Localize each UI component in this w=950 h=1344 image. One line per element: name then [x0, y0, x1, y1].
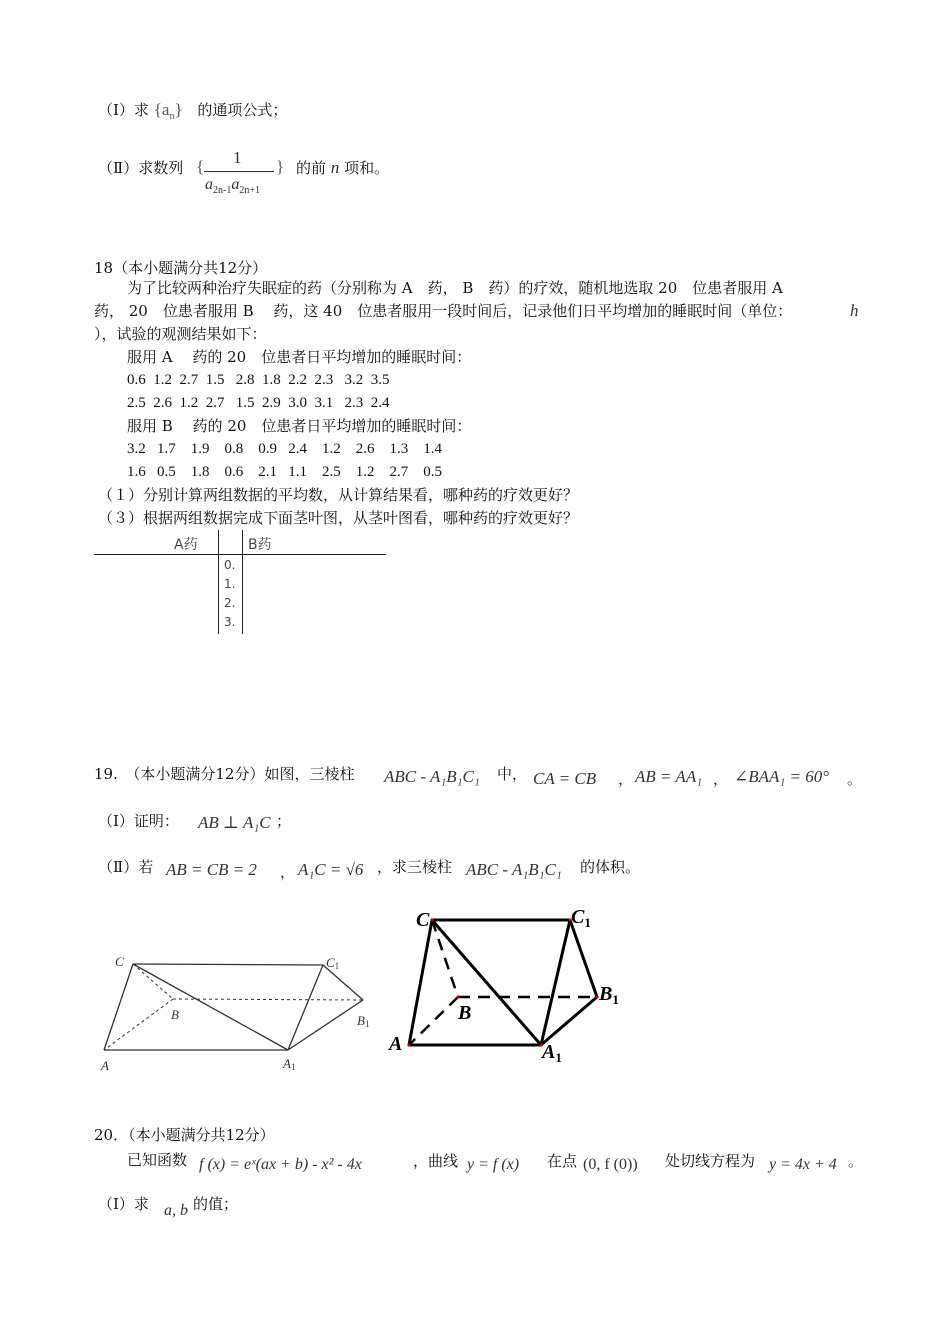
- q18-a-row2: 2.5 2.6 1.2 2.7 1.5 2.9 3.0 3.1 2.3 2.4: [127, 395, 390, 411]
- fig2-label-b1: $B_1$: [599, 983, 619, 1007]
- q19-comma-2: ，: [713, 770, 729, 788]
- q18-b-label: 服用 B 药的 20 位患者日平均增加的睡眠时间：: [127, 417, 472, 435]
- q19-part1-suffix: ；: [276, 812, 292, 830]
- q18-intro-line2: 药， 20 位患者服用 B 药，这 40 位患者服用一段时间后，记录他们日平均增加的睡眠时间（单位：: [94, 302, 793, 320]
- q20-function: f (x) = eˣ(ax + b) - x² - 4x: [199, 1156, 362, 1173]
- fig1-hidden-c-b: [133, 964, 173, 999]
- stem-3: 3.: [224, 615, 236, 629]
- q19-part2-mid: ，求三棱柱: [377, 858, 453, 876]
- fig2-label-c: C: [416, 909, 430, 931]
- q19-part1-math: AB ⊥ A₁C: [198, 813, 271, 832]
- fig1-label-a: A: [101, 1058, 109, 1073]
- q20-tangent: y = 4x + 4: [769, 1156, 837, 1173]
- fig1-hidden-b-a: [104, 999, 173, 1050]
- q19-prism: ABC - A₁B₁C₁: [384, 767, 480, 786]
- q19-mid: 中，: [497, 765, 528, 783]
- q19-part2-m2: A₁C = √6: [298, 860, 364, 879]
- q17-part2-mid: 的前: [296, 159, 327, 177]
- stem-right-rule: [242, 530, 243, 634]
- fig1-label-b1: B1: [357, 1013, 370, 1029]
- q19-period: 。: [847, 770, 863, 788]
- fig2-edge-c-a1: [432, 920, 541, 1045]
- q19-part1-prefix: （Ⅰ）证明：: [98, 812, 179, 830]
- q18-question3: （３）根据两组数据完成下面茎叶图，从茎叶图看，哪种药的疗效更好？: [98, 509, 579, 527]
- q20-curve: y = f (x): [467, 1156, 520, 1173]
- q17-part2-suffix: 项和。: [344, 159, 390, 177]
- q20-mid1: ，曲线: [413, 1152, 459, 1170]
- stem-1: 1.: [224, 577, 236, 591]
- q18-intro-line1: 为了比较两种治疗失眠症的药（分别称为 A 药， B 药）的疗效，随机地选取 20 位患者服用 A: [127, 279, 783, 297]
- q18-intro-line3: ），试验的观测结果如下：: [94, 325, 267, 343]
- fig1-edge-c1-a1: [288, 965, 323, 1050]
- q20-part1-suffix: 的值；: [193, 1195, 239, 1213]
- q18-unit-h: h: [850, 301, 859, 320]
- q17-sequence: $\{a_n\}$: [153, 100, 183, 122]
- stem-leaf-table: [94, 530, 386, 634]
- q17-part1-prefix: （Ⅰ）求: [98, 101, 149, 119]
- q19-part2-suffix: 的体积。: [580, 858, 641, 876]
- q17-fraction-denominator: $a_{2n-1}a_{2n+1}$: [205, 176, 260, 196]
- fig1-edge-c1-b1: [323, 965, 363, 1000]
- q20-mid2: 在点: [547, 1152, 578, 1170]
- fig2-label-a: A: [389, 1033, 403, 1055]
- q19-comma-1: ，: [618, 770, 634, 788]
- stem-header-a: A药: [174, 537, 198, 553]
- q17-part1-suffix: 的通项公式；: [197, 101, 288, 119]
- q18-a-row1: 0.6 1.2 2.7 1.5 2.8 1.8 2.2 2.3 3.2 3.5: [127, 372, 390, 388]
- fig1-edge-c-a1: [133, 964, 288, 1050]
- q20-intro-prefix: 已知函数: [127, 1151, 188, 1169]
- fig1-label-a1: A1: [283, 1056, 296, 1072]
- q17-part2-close-brace: }: [276, 157, 285, 176]
- q17-part2-n: n: [330, 158, 340, 177]
- fig2-vertex-c: [431, 919, 434, 922]
- q17-part2-tail: [296, 157, 389, 178]
- q20-header: 20．（本小题满分共12分）: [94, 1126, 275, 1144]
- fig2-vertex-a: [408, 1044, 411, 1047]
- stem-0: 0.: [224, 558, 236, 572]
- fig1-label-c1: C1: [326, 955, 340, 971]
- q19-part2-m1: AB = CB = 2: [166, 860, 257, 879]
- fig2-hidden-c-b: [432, 920, 458, 997]
- q20-part1-math: a, b: [164, 1202, 188, 1219]
- q17-part1: [98, 99, 287, 122]
- stem-header-b: B药: [248, 537, 272, 553]
- q19-cond-ca-cb: CA = CB: [533, 769, 597, 788]
- stem-2: 2.: [224, 596, 236, 610]
- q19-part2-prefix: （Ⅱ）若: [98, 858, 154, 876]
- stem-header-rule: [94, 554, 386, 555]
- q20-mid3: 处切线方程为: [665, 1152, 756, 1170]
- fig1-edge-c-a: [104, 964, 133, 1050]
- q18-b-row2: 1.6 0.5 1.8 0.6 2.1 1.1 2.5 1.2 2.7 0.5: [127, 464, 442, 480]
- q17-part2-open-brace: {: [196, 157, 205, 176]
- fig2-label-b: B: [458, 1002, 472, 1024]
- fig2-edge-c1-b1: [570, 920, 597, 997]
- q18-b-row1: 3.2 1.7 1.9 0.8 0.9 2.4 1.2 2.6 1.3 1.4: [127, 441, 442, 457]
- q19-part2-comma: ，: [280, 863, 296, 881]
- fig1-label-c: C: [115, 954, 124, 969]
- q18-header: 18（本小题满分共12分）: [94, 259, 268, 277]
- q19-cond-ab-aa1: AB = AA₁: [635, 767, 703, 786]
- q17-fraction-bar: [204, 171, 274, 172]
- fig1-edge-c-c1: [133, 964, 323, 965]
- q17-part2-prefix: （Ⅱ）求数列: [98, 159, 184, 177]
- q19-part2-prism: ABC - A₁B₁C₁: [466, 860, 562, 879]
- q20-period: 。: [848, 1152, 864, 1170]
- fig1-hidden-b-b1: [173, 999, 363, 1000]
- fig1-edge-a1-b1: [288, 1000, 363, 1050]
- q20-point: (0, f (0)): [583, 1156, 638, 1173]
- q19-header: 19. （本小题满分12分）如图，三棱柱: [94, 765, 355, 783]
- fig2-label-a1: $A_1$: [542, 1041, 562, 1065]
- fig2-label-c1: $C_1$: [571, 906, 591, 930]
- fig2-edge-c1-a1: [541, 920, 570, 1045]
- prism-figure-1: [95, 950, 385, 1075]
- prism-figure-2: [385, 900, 635, 1070]
- fig2-vertex-b: [457, 996, 460, 999]
- q17-fraction-numerator: 1: [233, 148, 242, 167]
- q18-question1: （１）分别计算两组数据的平均数，从计算结果看，哪种药的疗效更好？: [98, 486, 579, 504]
- q20-part1-prefix: （Ⅰ）求: [98, 1195, 149, 1213]
- fig1-label-b: B: [171, 1007, 179, 1022]
- stem-left-rule: [218, 530, 219, 634]
- q18-a-label: 服用 A 药的 20 位患者日平均增加的睡眠时间：: [127, 348, 472, 366]
- q19-cond-angle: ∠BAA₁ = 60°: [734, 767, 830, 786]
